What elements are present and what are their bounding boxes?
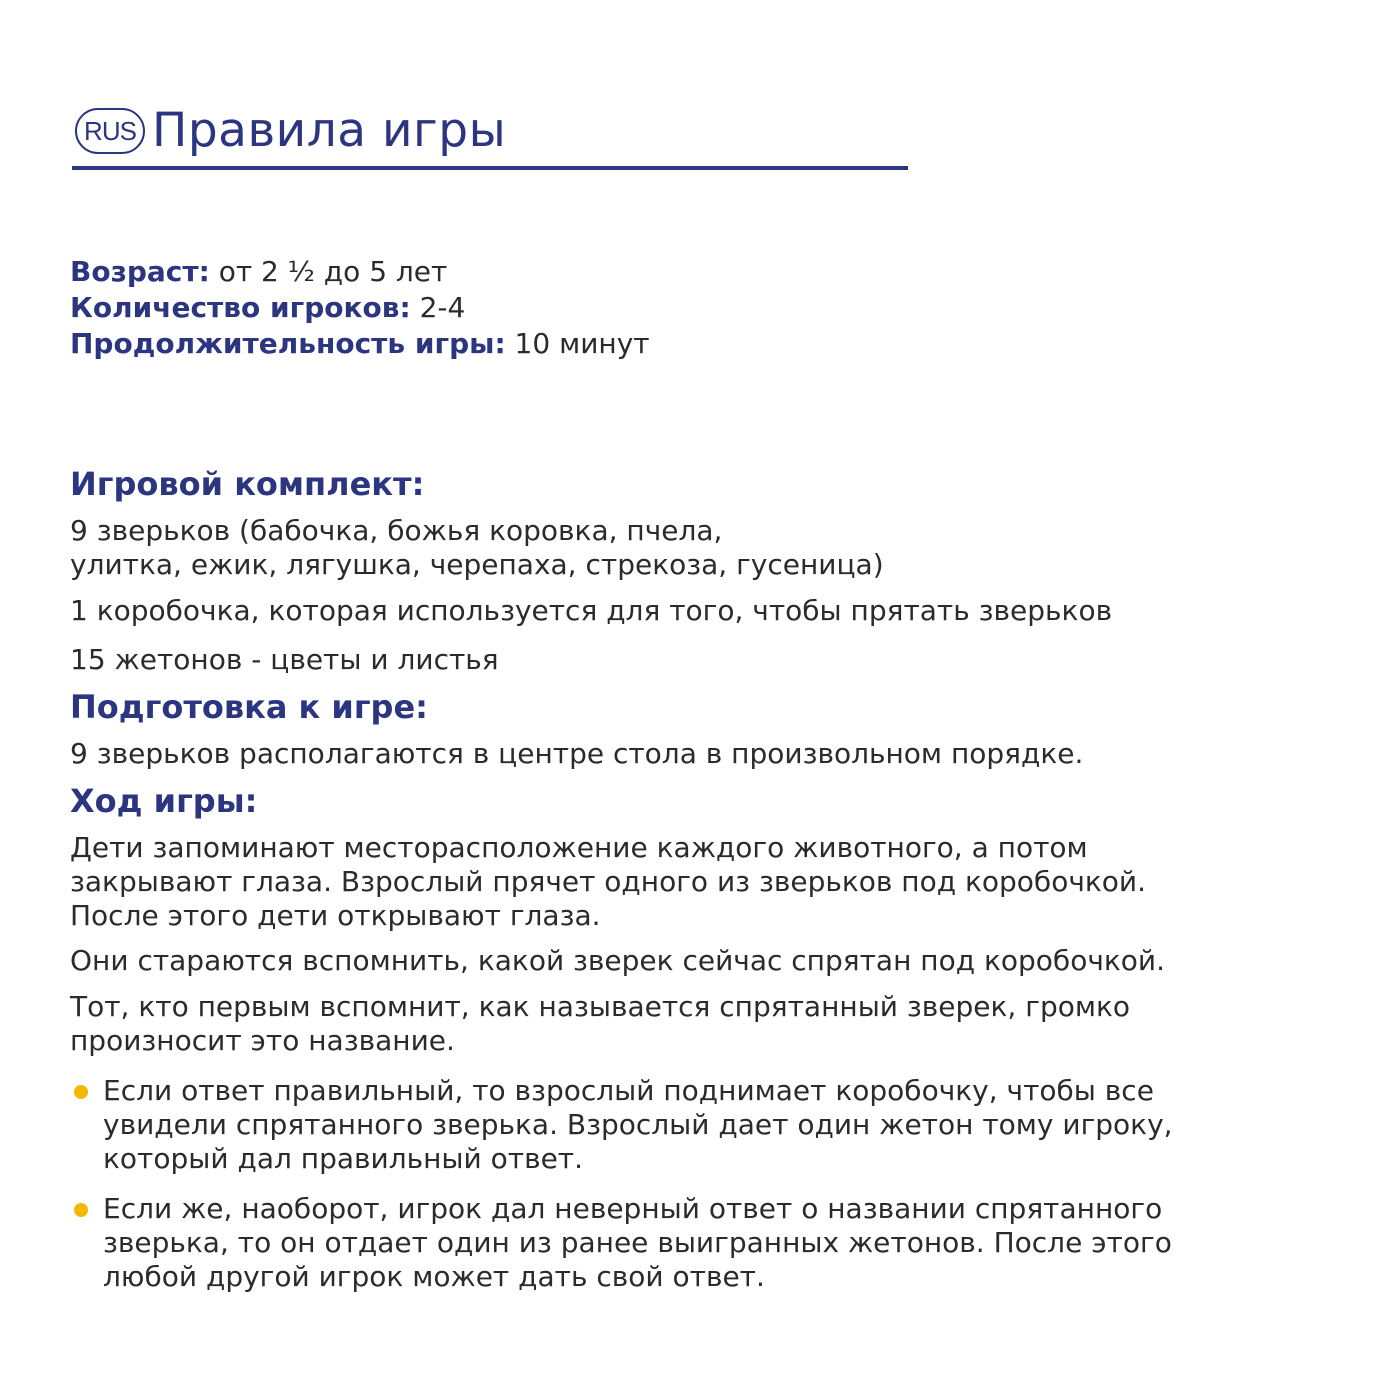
play-paragraph: Тот, кто первым вспомнит, как называется спрятанный зверек, громко произносит это название.: [70, 990, 1131, 1057]
kit-heading: Игровой комплект:: [70, 465, 425, 503]
play-heading: Ход игры:: [70, 782, 258, 820]
language-badge: RUS: [75, 108, 145, 154]
play-paragraph: Дети запоминают месторасположение каждого животного, а потом закрывают глаза. Взрослый прячет одного из зверьков под коробочкой. После этого дети открывают глаза.: [70, 831, 1147, 932]
players-label: Количество игроков:: [70, 291, 411, 324]
title-underline: [72, 166, 908, 170]
players-value: 2-4: [410, 291, 466, 324]
bullet-text: Если же, наоборот, игрок дал неверный ответ о названии спрятанного зверька, то он отдает один из ранее выигранных жетонов. После этого любой другой игрок может дать свой ответ.: [103, 1192, 1172, 1293]
duration-row: [70, 326, 650, 362]
kit-item: улитка, ежик, лягушка, черепаха, стрекоза, гусеница): [70, 548, 884, 581]
bullet-dot-icon: [74, 1085, 88, 1099]
duration-label: Продолжительность игры:: [70, 327, 506, 360]
play-paragraph: Они стараются вспомнить, какой зверек сейчас спрятан под коробочкой.: [70, 944, 1166, 977]
kit-item: 9 зверьков (бабочка, божья коровка, пчела,: [70, 514, 723, 547]
kit-item: 1 коробочка, которая используется для того, чтобы прятать зверьков: [70, 594, 1113, 627]
age-value: от 2 ½ до 5 лет: [209, 255, 448, 288]
game-info: [70, 254, 650, 362]
players-row: [70, 290, 650, 326]
duration-value: 10 минут: [505, 327, 650, 360]
age-row: [70, 254, 650, 290]
page-title: Правила игры: [152, 103, 507, 158]
kit-item: 15 жетонов - цветы и листья: [70, 643, 499, 676]
bullet-dot-icon: [74, 1203, 88, 1217]
bullet-text: Если ответ правильный, то взрослый поднимает коробочку, чтобы все увидели спрятанного зверька. Взрослый дает один жетон тому игроку, который дал правильный ответ.: [103, 1074, 1173, 1175]
age-label: Возраст:: [70, 255, 210, 288]
setup-heading: Подготовка к игре:: [70, 688, 428, 726]
setup-text: 9 зверьков располагаются в центре стола в произвольном порядке.: [70, 737, 1084, 770]
